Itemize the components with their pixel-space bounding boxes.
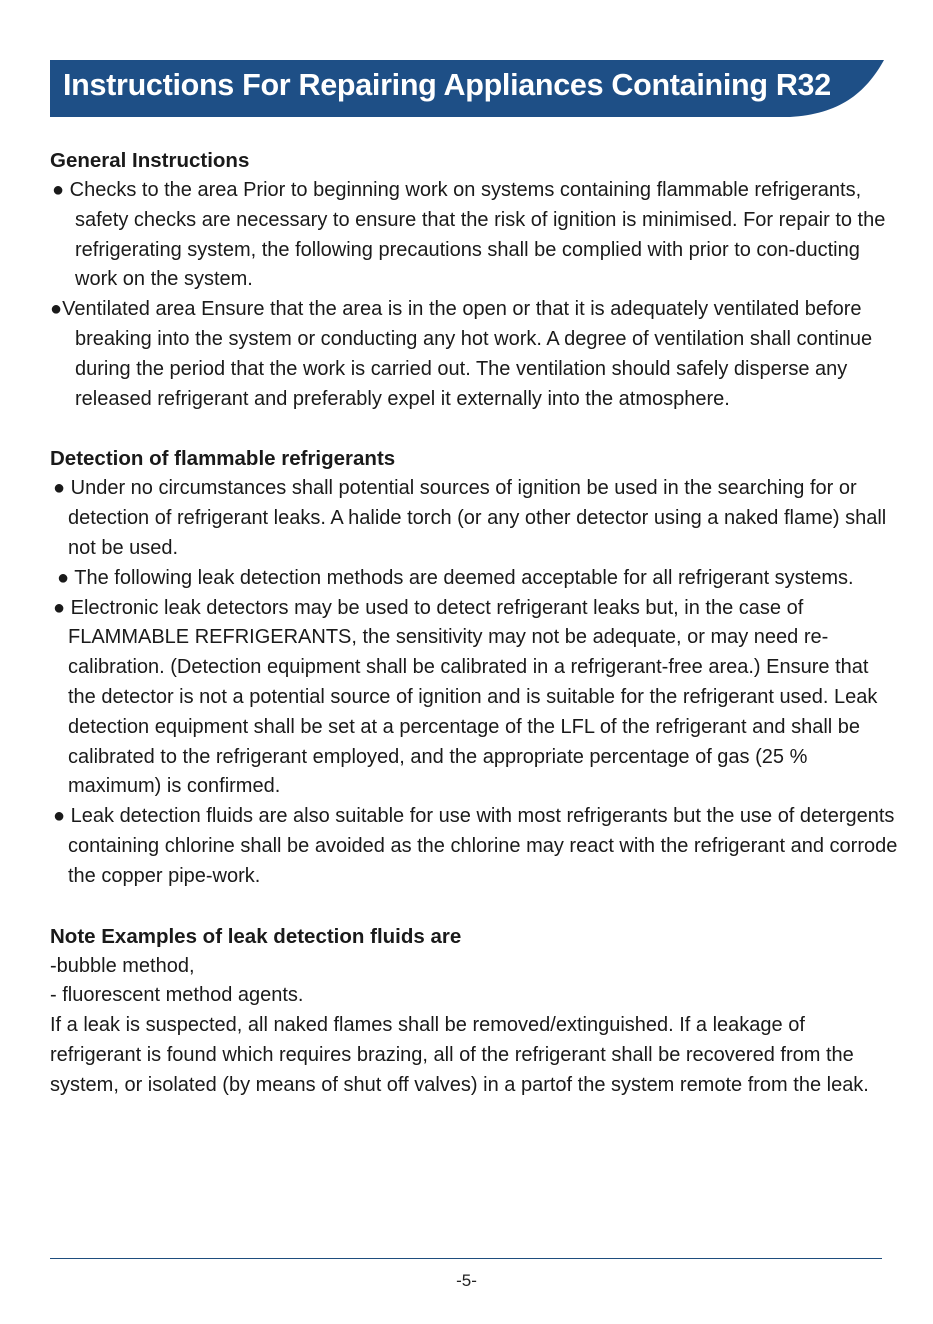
title-banner	[50, 60, 884, 118]
page-title: Instructions For Repairing Appliances Containing R32	[63, 68, 831, 102]
bullet-checks-to-area: ● Checks to the area Prior to beginning work on systems containing flammable refrigerants, safety checks are necessary to ensure that the risk of ignition is minimised. For repair to the refrigerating system, the following precautions shall be complied with prior to con-ducting work on the system.	[52, 179, 886, 291]
bullet-detection-fluids: ● Leak detection fluids are also suitable for use with most refrigerants but the use of detergents containing chlorine shall be avoided as the chlorine may react with the refrigerant and corrode the copper pipe-work.	[53, 805, 898, 887]
section-heading-note: Note Examples of leak detection fluids are	[50, 924, 462, 948]
footer-divider	[50, 1258, 882, 1259]
section-spacer	[50, 892, 900, 922]
bullet-ventilated-area: ●Ventilated area Ensure that the area is in the open or that it is adequately ventilated before breaking into the system or conducting any hot work. A degree of ventilation shall continue during the period that the work is carried out. The ventilation should safely disperse any released refrigerant and preferably expel it externally into the atmosphere.	[50, 298, 873, 410]
section-heading-detection: Detection of flammable refrigerants	[50, 447, 396, 471]
note-section	[50, 922, 900, 1101]
note-leak-paragraph: If a leak is suspected, all naked flames shall be removed/extinguished. If a leakage of refrigerant is found which requires brazing, all of the refrigerant shall be recovered from the system, or isolated (by means of shut off valves) in a partof the system remote from the leak.	[50, 1014, 869, 1096]
bullet-no-ignition-sources: ● Under no circumstances shall potential sources of ignition be used in the searching for or detection of refrigerant leaks. A halide torch (or any other detector using a naked flame) shall not be used.	[53, 477, 887, 559]
bullet-electronic-detectors: ● Electronic leak detectors may be used to detect refrigerant leaks but, in the case of FLAMMABLE REFRIGERANTS, the sensitivity may not be adequate, or may need re-calibration. (Detection equipment shall be calibrated in a refrigerant-free area.) Ensure that the detector is not a potential source of ignition and is suitable for the refrigerant used. Leak detection equipment shall be set at a percentage of the LFL of the refrigerant and shall be calibrated to the refrigerant employed, and the appropriate percentage of gas (25 % maximum) is confirmed.	[53, 596, 878, 798]
page-number: -5-	[456, 1271, 477, 1290]
note-line-bubble-method: -bubble method,	[50, 954, 195, 977]
detection-section	[50, 444, 900, 891]
section-spacer	[50, 414, 900, 444]
general-instructions-section	[50, 146, 900, 414]
bullet-acceptable-methods: ● The following leak detection methods are deemed acceptable for all refrigerant systems.	[57, 566, 854, 589]
section-heading-general: General Instructions	[50, 149, 250, 172]
note-line-fluorescent-method: - fluorescent method agents.	[50, 984, 304, 1007]
document-body	[50, 146, 900, 1101]
